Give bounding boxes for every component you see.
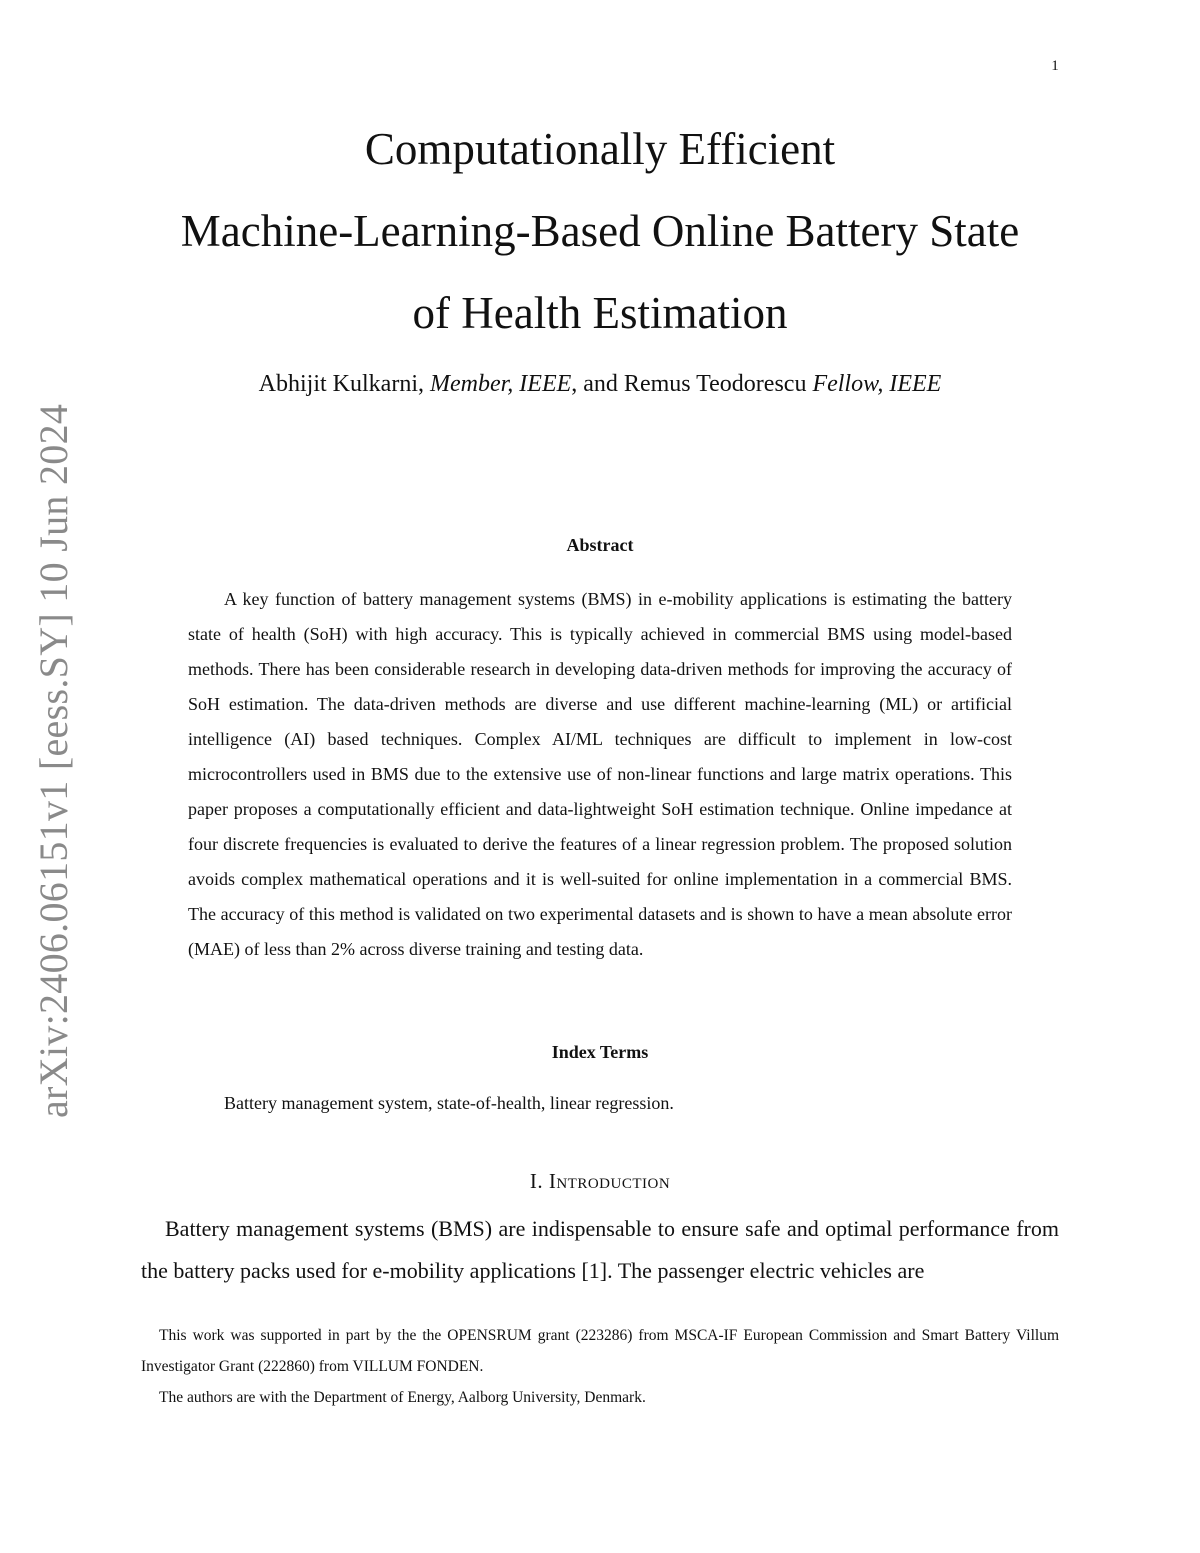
page-number: 1 xyxy=(1051,58,1059,74)
author-role-1: Member, IEEE xyxy=(430,371,572,397)
arxiv-side-stamp: arXiv:2406.06151v1 [eess.SY] 10 Jun 2024 xyxy=(31,403,76,1118)
author-role-2: Fellow, IEEE xyxy=(812,371,942,397)
introduction-heading xyxy=(120,1166,1080,1196)
index-terms-text: Battery management system, state-of-health, linear regression. xyxy=(224,1093,674,1113)
title-line-3: of Health Estimation xyxy=(412,288,788,338)
index-terms-heading: Index Terms xyxy=(551,1042,649,1062)
author-line xyxy=(120,366,1080,402)
author-connector: , and Remus Teodorescu xyxy=(571,371,807,397)
title-line-2: Machine-Learning-Based Online Battery State xyxy=(180,206,1020,256)
section-title xyxy=(549,1169,670,1193)
section-numeral: I. xyxy=(529,1169,544,1193)
title-line-1: Computationally Efficient xyxy=(364,124,836,174)
section-title-rest: ntroduction xyxy=(556,1169,671,1193)
introduction-text: Battery management systems (BMS) are indispensable to ensure safe and optimal performance from the battery packs used for e-mobility applications [1]. The passenger electric vehicles are xyxy=(141,1216,1059,1283)
funding-footnote: This work was supported in part by the the OPENSRUM grant (223286) from MSCA-IF European Commission and Smart Battery Villum Investigator Grant (222860) from VILLUM FONDEN. xyxy=(141,1327,1059,1375)
section-title-initial: I xyxy=(548,1169,557,1193)
abstract-heading: Abstract xyxy=(566,535,634,555)
affiliation-footnote: The authors are with the Department of Energy, Aalborg University, Denmark. xyxy=(159,1389,646,1406)
author-name-1: Abhijit Kulkarni, xyxy=(258,371,424,397)
paper-title xyxy=(120,108,1080,354)
abstract-text: A key function of battery management systems (BMS) in e-mobility applications is estimating the battery state of health (SoH) with high accuracy. This is typically achieved in commercial BMS using model-based methods. There has been considerable research in developing data-driven methods for improving the accuracy of SoH estimation. The data-driven methods are diverse and use different machine-learning (ML) or artificial intelligence (AI) based techniques. Complex AI/ML techniques are difficult to implement in low-cost microcontrollers used in BMS due to the extensive use of non-linear functions and large matrix operations. This paper proposes a computationally efficient and data-lightweight SoH estimation technique. Online impedance at four discrete frequencies is evaluated to derive the features of a linear regression problem. The proposed solution avoids complex mathematical operations and it is well-suited for online implementation in a commercial BMS. The accuracy of this method is validated on two experimental datasets and is shown to have a mean absolute error (MAE) of less than 2% across diverse training and testing data. xyxy=(188,589,1012,959)
